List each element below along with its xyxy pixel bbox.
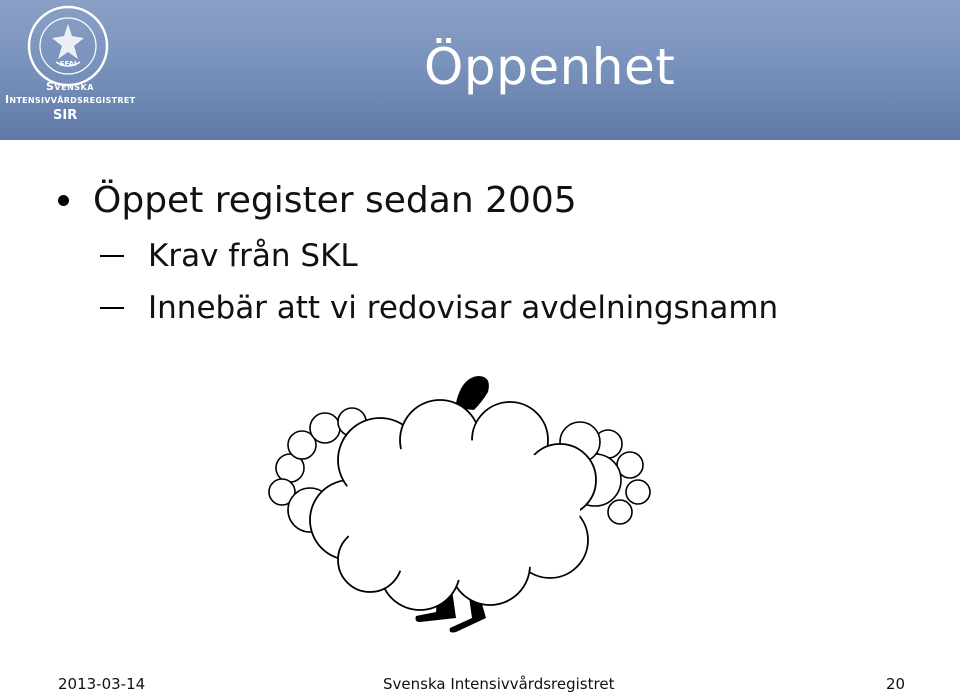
bullet-dot-icon [58, 195, 69, 206]
sub-item [100, 238, 358, 274]
seal-icon [26, 4, 110, 88]
sub-item [100, 290, 778, 326]
bullet-text: Öppet register sedan 2005 [93, 180, 577, 221]
sir-logo [0, 0, 140, 130]
sheep-icon [260, 370, 660, 645]
logo-text-registry: Intensivvårdsregistret [5, 93, 136, 106]
slide-title: Öppenhet [424, 38, 676, 96]
logo-text-sir: SIR [53, 108, 78, 123]
dash-icon [100, 255, 124, 257]
sub-item-text: Krav från SKL [148, 238, 358, 274]
footer-organization: Svenska Intensivvårdsregistret [383, 675, 615, 693]
logo-text-svenska: Svenska [46, 80, 94, 93]
bullet-item [58, 180, 577, 221]
dash-icon [100, 307, 124, 309]
svg-text:SFAI: SFAI [59, 60, 77, 68]
slide-header [0, 0, 960, 140]
footer-date: 2013-03-14 [58, 675, 146, 693]
footer-page-number: 20 [886, 675, 906, 693]
sub-item-text: Innebär att vi redovisar avdelningsnamn [148, 290, 779, 326]
